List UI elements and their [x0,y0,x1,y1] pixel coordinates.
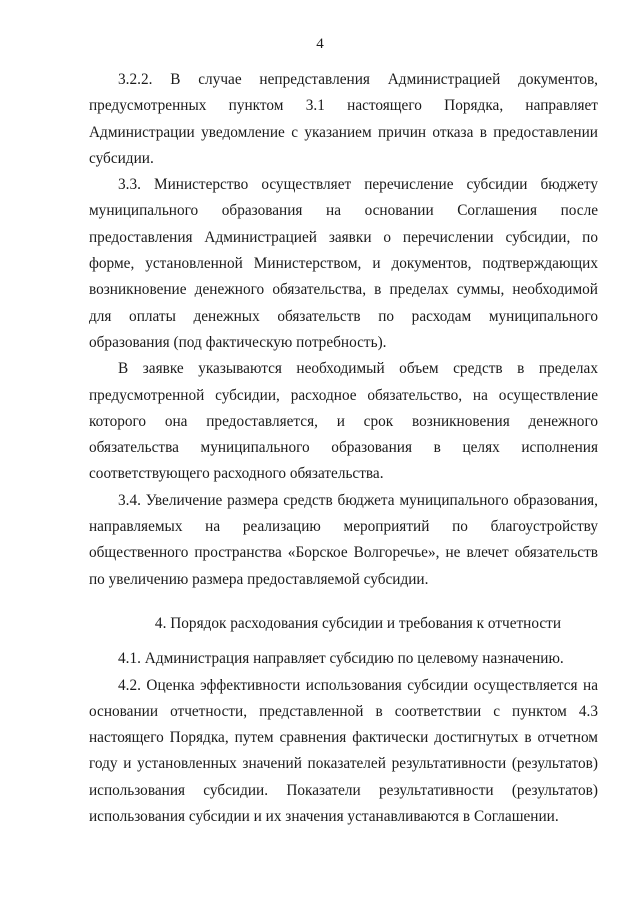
paragraph-4-1: 4.1. Администрация направляет субсидию по целевому назначению. [118,650,564,668]
document-body [89,67,598,830]
section-4-heading: 4. Порядок расходования субсидии и требования к отчетности [154,614,562,632]
paragraph-4-2: 4.2. Оценка эффективности использования субсидии осуществляется на основании отчетности, представленной в соответствии с пунктом 4.3 настоящего Порядка, путем сравнения фактически достигнутых в отчетном году и установленных значений показателей результативности (результатов) использования субсидии. Показатели результативности (результатов) использования субсидии и их значения устанавливаются в Соглашении. [89,676,598,826]
paragraph-3-3: 3.3. Министерство осуществляет перечисление субсидии бюджету муниципального образования на основании Соглашения после предоставления Администрацией заявки о перечислении субсидии, по форме, установленной Министерством, и документов, подтверждающих возникновение денежного обязательства, в пределах суммы, необходимой для оплаты денежных обязательств по расходам муниципального образования (под фактическую потребность). [89,176,598,351]
paragraph-3-2-2: 3.2.2. В случае непредставления Администрацией документов, предусмотренных пунктом 3.1 настоящего Порядка, направляет Администрации уведомление с указанием причин отказа в предоставлении субсидии. [89,71,598,167]
paragraph-3-4: 3.4. Увеличение размера средств бюджета муниципального образования, направляемых на реализацию мероприятий по благоустройству общественного пространства «Борское Волгоречье», не влечет обязательств по увеличению размера предоставляемой субсидии. [89,491,598,588]
paragraph-3-3-request: В заявке указываются необходимый объем средств в пределах предусмотренной субсидии, расходное обязательство, на осуществление которого она предоставляется, и срок возникновения денежного обязательства муниципального образования в целях исполнения соответствующего расходного обязательства. [89,360,598,483]
page-number: 4 [316,36,324,52]
